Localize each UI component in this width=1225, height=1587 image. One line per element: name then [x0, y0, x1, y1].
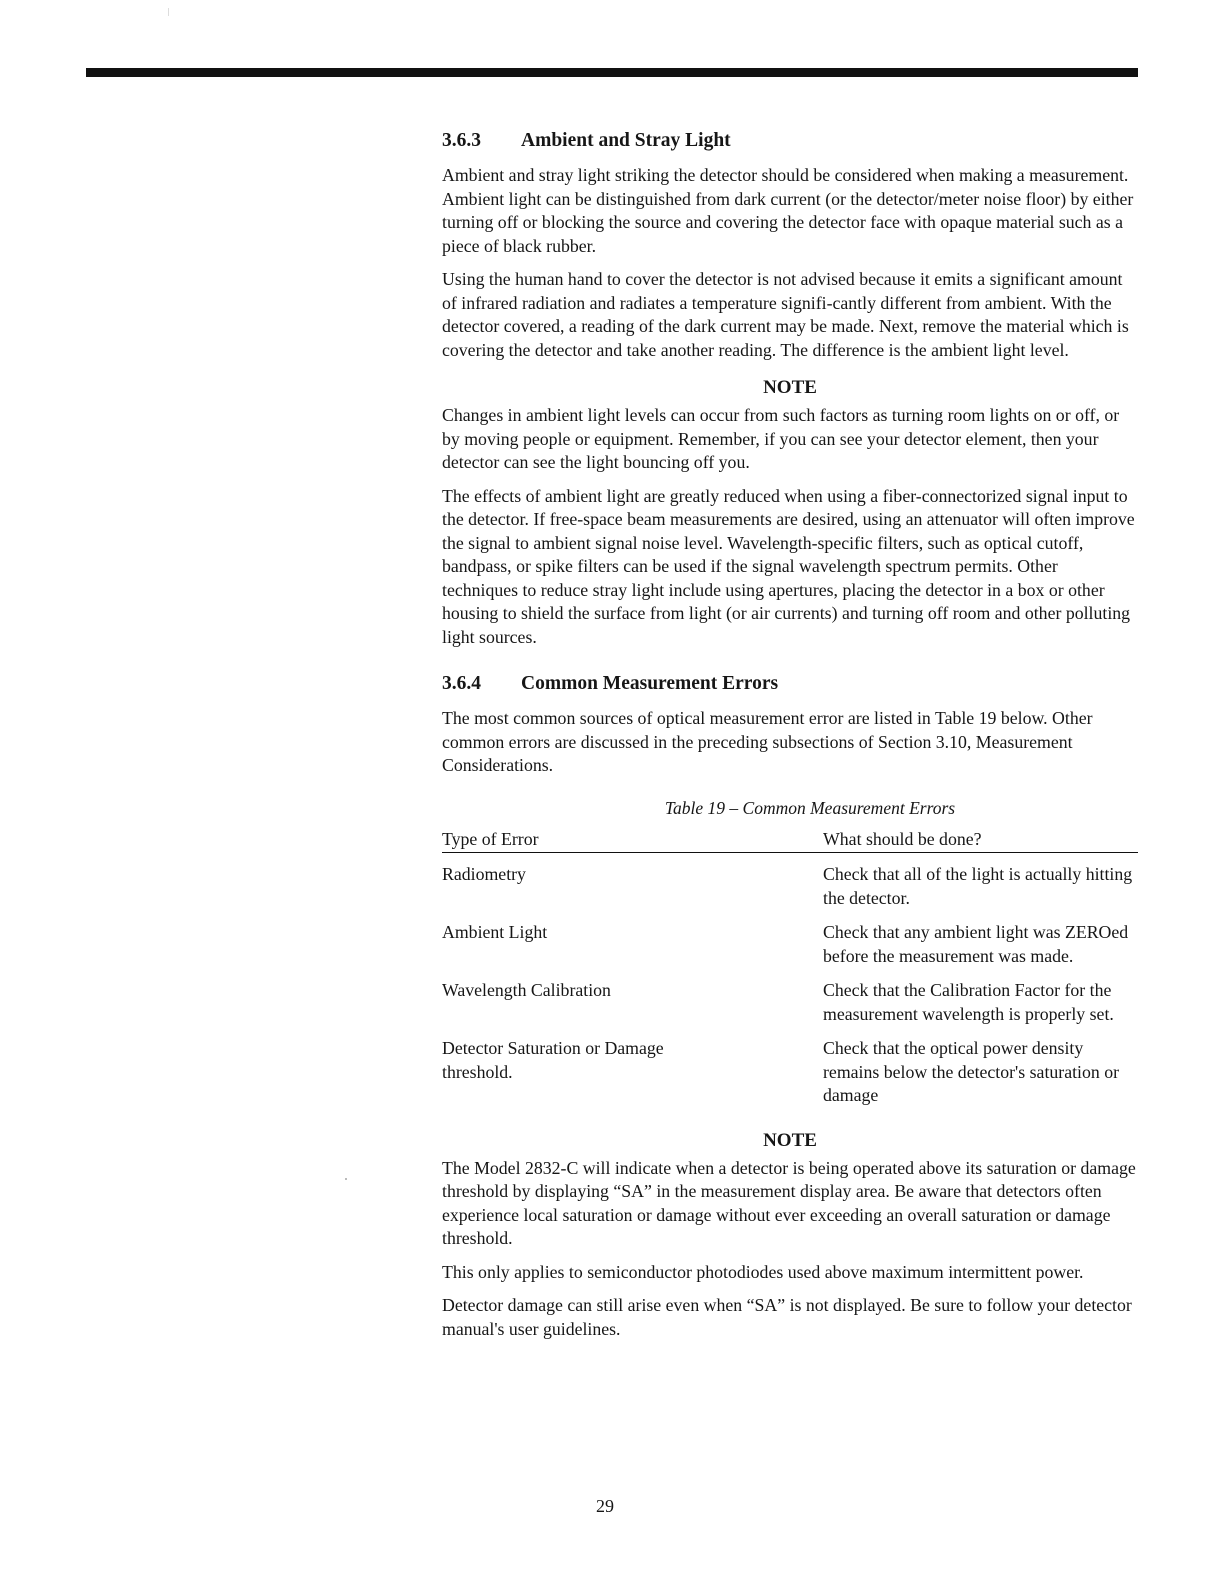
scan-speck	[345, 1178, 347, 1180]
table-header-row	[442, 828, 1138, 853]
page-content	[442, 128, 1138, 1351]
errors-table	[442, 828, 1138, 1109]
note-text: Changes in ambient light levels can occur from such factors as turning room lights on or off, or by moving people or equipment. Remember, if you can see your detector element, then your detector can see the light bouncing off you.	[442, 405, 1120, 472]
table-cell: Check that the Calibration Factor for the measurement wavelength is properly set.	[823, 980, 1114, 1024]
table-row	[442, 1027, 1138, 1109]
table-header: Type of Error	[442, 828, 823, 853]
table-row	[442, 911, 1138, 969]
section-heading-3-6-3	[442, 128, 1138, 154]
table-row	[442, 853, 1138, 912]
note-text: Detector damage can still arise even when “SA” is not displayed. Be sure to follow your detector manual's user guidelines.	[442, 1295, 1132, 1339]
note-title: NOTE	[763, 377, 817, 398]
paragraph: Ambient and stray light striking the detector should be considered when making a measurement. Ambient light can be distinguished from dark current (or the detector/meter noise floor) by either turning off or blocking the source and covering the detector face with opaque material such as a piece of black rubber.	[442, 165, 1134, 256]
section-title: Ambient and Stray Light	[521, 130, 731, 151]
top-rule	[86, 68, 1138, 77]
paragraph: Using the human hand to cover the detector is not advised because it emits a significant amount of infrared radiation and radiates a temperature signifi-cantly different from ambient. With the detector covered, a reading of the dark current may be made. Next, remove the material which is covering the detector and take another reading. The difference is the ambient light level.	[442, 269, 1129, 360]
table-caption: Table 19 – Common Measurement Errors	[664, 797, 956, 818]
table-cell: Ambient Light	[442, 922, 548, 942]
table-cell: Detector Saturation or Damage threshold.	[442, 1038, 664, 1082]
table-cell: Check that all of the light is actually hitting the detector.	[823, 864, 1133, 908]
scan-mark	[168, 8, 169, 16]
note-title: NOTE	[763, 1129, 817, 1151]
table-cell: Check that any ambient light was ZEROed before the measurement was made.	[823, 922, 1129, 966]
table-cell: Wavelength Calibration	[442, 980, 611, 1000]
table-cell: Radiometry	[442, 864, 526, 884]
section-heading-3-6-4	[442, 671, 1138, 697]
section-number: 3.6.3	[442, 130, 481, 151]
table-cell: Check that the optical power density remains below the detector's saturation or damage	[823, 1038, 1120, 1105]
table-row	[442, 969, 1138, 1027]
note-text: This only applies to semiconductor photodiodes used above maximum intermittent power.	[442, 1261, 1084, 1282]
paragraph: The most common sources of optical measurement error are listed in Table 19 below. Other common errors are discussed in the preceding subsections of Section 3.10, Measurement Considerations.	[442, 708, 1093, 775]
section-title: Common Measurement Errors	[521, 673, 779, 694]
note-text: The Model 2832-C will indicate when a detector is being operated above its saturation or damage threshold by displaying “SA” in the measurement display area. Be aware that detectors often experience local saturation or damage without ever exceeding an overall saturation or damage threshold.	[442, 1157, 1136, 1248]
page-number: 29	[596, 1496, 614, 1516]
paragraph: The effects of ambient light are greatly reduced when using a fiber-connectorized signal input to the detector. If free-space beam measurements are desired, using an attenuator will often improve the signal to ambient signal noise level. Wavelength-specific filters, such as optical cutoff, bandpass, or spike filters can be used if the signal wavelength spectrum permits. Other techniques to reduce stray light include using apertures, placing the detector in a box or other housing to shield the surface from light (or air currents) and turning off room and other polluting light sources.	[442, 485, 1135, 647]
section-number: 3.6.4	[442, 673, 481, 694]
table-header: What should be done?	[823, 828, 1138, 853]
